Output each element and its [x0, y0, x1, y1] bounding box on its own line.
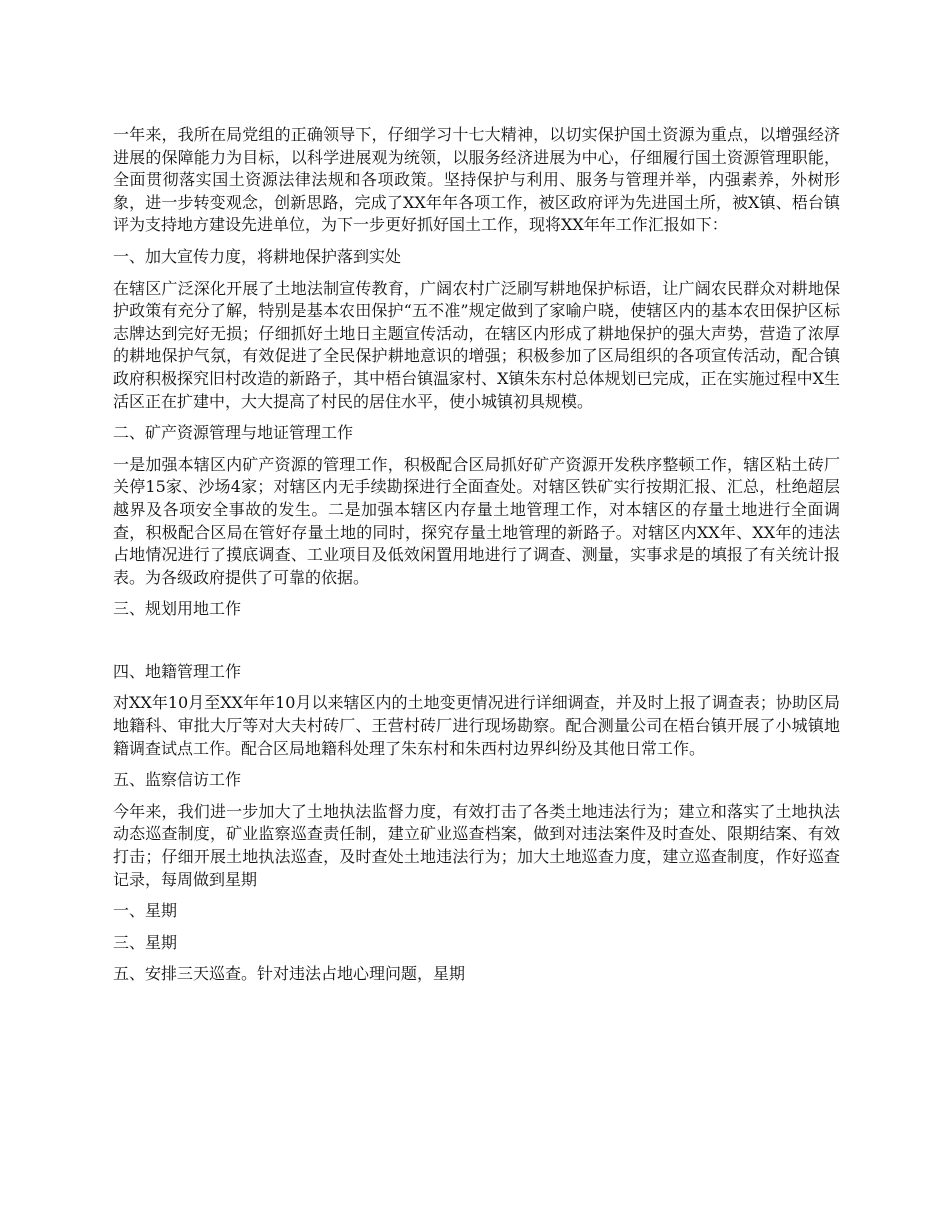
section-heading-supervision: 五、监察信访工作 — [113, 770, 242, 790]
section-body-publicity: 在辖区广泛深化开展了土地法制宣传教育，广阔农村广泛刷写耕地保护标语，让广阔农民群众对耕地保护政策有充分了解，特别是基本农田保护“五不准”规定做到了家喻户晓，使辖区内的基本农田保护区标志牌达到完好无损；仔细抓好土地日主题宣传活动，在辖区内形成了耕地保护的强大声势，营造了浓厚的耕地保护气氛，有效促进了全民保护耕地意识的增强；积极参加了区局组织的各项宣传活动，配合镇政府积极探究旧村改造的新路子，其中梧台镇温家村、X镇朱东村总体规划已完成，正在实施过程中X生活区正在扩建中，大大提高了村民的居住水平，使小城镇初具规模。 — [113, 278, 840, 411]
intro-paragraph: 一年来，我所在局党组的正确领导下，仔细学习十七大精神，以切实保护国土资源为重点，以增强经济进展的保障能力为目标，以科学进展观为统领，以服务经济进展为中心，仔细履行国土资源管理职能，全面贯彻落实国土资源法律法规和各项政策。坚持保护与利用、服务与管理并举，内强素养，外树形象，进一步转变观念，创新思路，完成了XX年年各项工作，被区政府评为先进国土所，被X镇、梧台镇评为支持地方建设先进单位，为下一步更好抓好国土工作，现将XX年年工作汇报如下： — [113, 125, 840, 235]
section-body-cadastre: 对XX年10月至XX年年10月以来辖区内的土地变更情况进行详细调查，并及时上报了调查表；协助区局地籍科、审批大厅等对大夫村砖厂、王营村砖厂进行现场勘察。配合测量公司在梧台镇开展了小城镇地籍调查试点工作。配合区局地籍科处理了朱东村和朱西村边界纠纷及其他日常工作。 — [113, 693, 840, 758]
section-body-planning-empty — [113, 630, 840, 661]
tail-line-3: 五、安排三天巡查。针对违法占地心理问题，星期 — [113, 964, 466, 984]
section-heading-publicity: 一、加大宣传力度，将耕地保护落到实处 — [113, 246, 402, 266]
section-heading-mineral: 二、矿产资源管理与地证管理工作 — [113, 423, 354, 443]
section-heading-cadastre: 四、地籍管理工作 — [113, 661, 242, 681]
section-body-mineral: 一是加强本辖区内矿产资源的管理工作，积极配合区局抓好矿产资源开发秩序整顿工作，辖区粘土砖厂关停15家、沙场4家；对辖区内无手续勘探进行全面查处。对辖区铁矿实行按期汇报、汇总，杜绝超层越界及各项安全事故的发生。二是加强本辖区内存量土地管理工作，对本辖区的存量土地进行全面调查，积极配合区局在管好存量土地的同时，探究存量土地管理的新路子。对辖区内XX年、XX年的违法占地情况进行了摸底调查、工业项目及低效闲置用地进行了调查、测量，实事求是的填报了有关统计报表。为各级政府提供了可靠的依据。 — [113, 454, 840, 587]
tail-line-1: 一、星期 — [113, 901, 178, 921]
section-body-supervision: 今年来，我们进一步加大了土地执法监督力度，有效打击了各类土地违法行为；建立和落实了土地执法动态巡查制度，矿业监察巡查责任制，建立矿业巡查档案，做到对违法案件及时查处、限期结案、有效打击；仔细开展土地执法巡查，及时查处土地违法行为；加大土地巡查力度，建立巡查制度，作好巡查记录，每周做到星期 — [113, 801, 840, 889]
tail-line-2: 三、星期 — [113, 932, 178, 952]
document-content — [113, 124, 840, 995]
section-heading-planning: 三、规划用地工作 — [113, 599, 242, 619]
